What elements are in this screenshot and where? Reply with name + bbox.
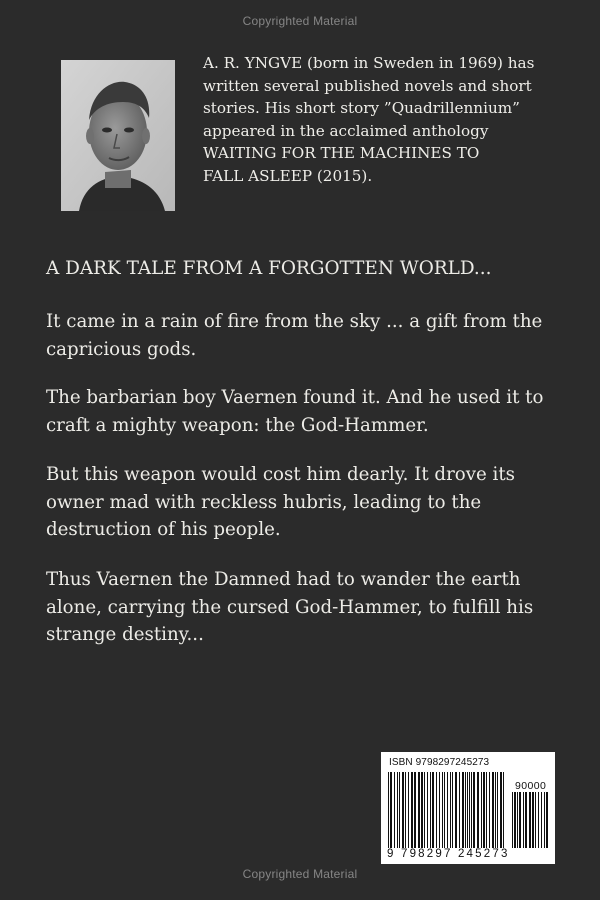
barcode-bar (481, 772, 482, 848)
barcode-bar (469, 772, 470, 848)
copyright-watermark-top: Copyrighted Material (242, 14, 358, 28)
barcode-bar (442, 772, 443, 848)
barcode-bar (467, 772, 468, 848)
barcode-bar (492, 772, 494, 848)
barcode-bar (436, 772, 437, 848)
blurb-paragraph-3: But this weapon would cost him dearly. It drove its owner mad with reckless hubris, leading to the destruction of his people. (46, 464, 515, 540)
barcode-bar (519, 792, 521, 848)
barcode-bar (473, 772, 475, 848)
barcode-bar (397, 772, 398, 848)
barcode-bar (388, 772, 389, 848)
bio-line: FALL ASLEEP (2015). (203, 166, 373, 185)
barcode-bar (541, 792, 542, 848)
barcode-bar (452, 772, 453, 848)
barcode-bar (402, 772, 404, 848)
author-photo (61, 60, 175, 211)
barcode-bar (471, 772, 472, 848)
barcode-bar (538, 792, 539, 848)
barcode-bar (418, 772, 420, 848)
bio-line: WAITING FOR THE MACHINES TO (203, 144, 480, 162)
barcode-bar (405, 772, 406, 848)
barcode-bar (477, 772, 479, 848)
barcode-bar (399, 772, 400, 848)
blurb-paragraph-4: Thus Vaernen the Damned had to wander the earth alone, carrying the cursed God-Hammer, to fulfill his strange destiny... (46, 569, 534, 645)
author-bio (203, 52, 558, 187)
barcode-bar (495, 772, 496, 848)
barcode-bar (424, 772, 425, 848)
price-code: 90000 (515, 780, 547, 792)
barcode-bar (439, 772, 440, 848)
barcode-bar (535, 792, 536, 848)
barcode-bar (390, 772, 392, 848)
copyright-watermark-bottom: Copyrighted Material (242, 867, 358, 881)
barcode-bar (525, 792, 527, 848)
barcode-bar (483, 772, 485, 848)
barcode-bar (444, 772, 445, 848)
barcode-bar (408, 772, 409, 848)
barcode-bar (421, 772, 423, 848)
barcode-bar (414, 772, 416, 848)
barcode-bar (432, 772, 434, 848)
barcode-bar (512, 792, 513, 848)
barcode-bar (411, 772, 413, 848)
barcode-bar (514, 792, 516, 848)
isbn-label: ISBN 9798297245273 (389, 757, 490, 768)
barcode-bar (544, 792, 545, 848)
barcode-bar (546, 792, 548, 848)
barcode-bar (450, 772, 451, 848)
barcode-bar (394, 772, 395, 848)
barcode-bar (462, 772, 464, 848)
isbn-barcode (381, 752, 555, 864)
barcode-bar (430, 772, 431, 848)
barcode-digits: 9 798297 245273 (387, 848, 510, 860)
barcode-bar (486, 772, 487, 848)
barcode-bar (459, 772, 460, 848)
barcode-bar (503, 772, 504, 848)
barcode-bar (529, 792, 531, 848)
barcode-bar (455, 772, 457, 848)
barcode-bar (447, 772, 448, 848)
barcode-bar (523, 792, 524, 848)
barcode-bar (489, 772, 490, 848)
barcode-bar (427, 772, 428, 848)
bio-line: stories. His short story ”Quadrillennium” (203, 99, 520, 117)
barcode-bar (500, 772, 502, 848)
price-addon-bars (511, 792, 549, 848)
bio-line: appeared in the acclaimed anthology (203, 121, 489, 140)
blurb-paragraph-2: The barbarian boy Vaernen found it. And he used it to craft a mighty weapon: the God-Hammer. (46, 387, 544, 436)
tagline-heading: A DARK TALE FROM A FORGOTTEN WORLD... (46, 258, 492, 279)
barcode-bar (465, 772, 466, 848)
author-portrait-image (61, 60, 175, 211)
barcode-bar (497, 772, 498, 848)
bio-line: A. R. YNGVE (born in Sweden in 1969) has (203, 54, 535, 72)
barcode-bars (387, 772, 507, 848)
blurb-paragraph-1: It came in a rain of fire from the sky ... a gift from the capricious gods. (46, 311, 543, 360)
bio-line: written several published novels and short (203, 76, 532, 95)
barcode-bar (532, 792, 534, 848)
barcode-bar (517, 792, 518, 848)
